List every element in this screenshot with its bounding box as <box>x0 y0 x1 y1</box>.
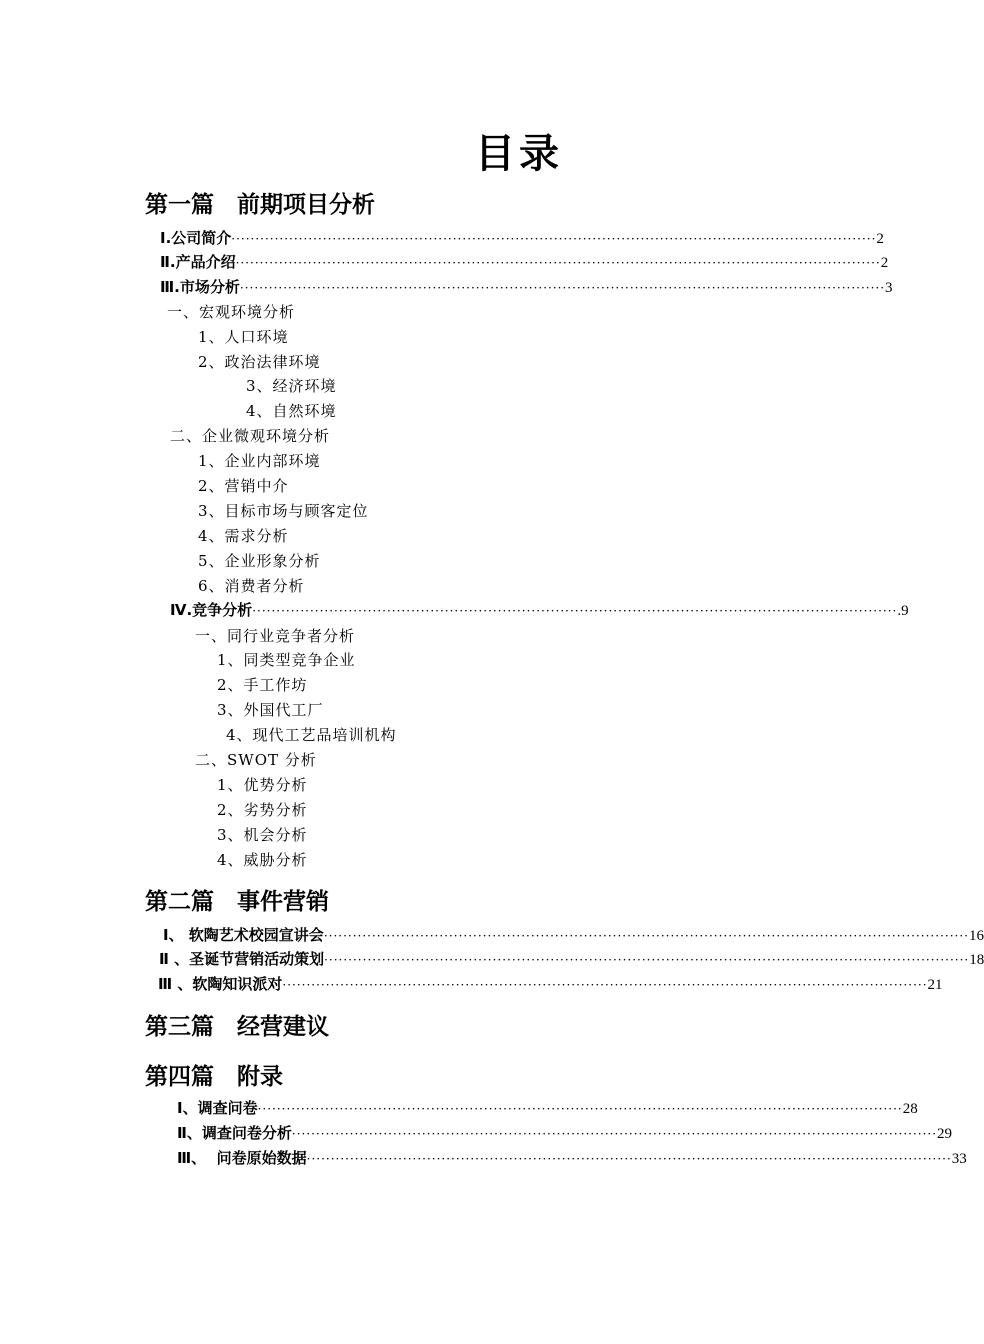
page-title: 目录 <box>475 131 563 177</box>
toc-item[interactable]: 3、外国代工厂 <box>217 701 324 719</box>
leader-dots: ······································································································································ <box>323 929 969 943</box>
toc-entry[interactable] <box>159 948 984 970</box>
toc-item[interactable]: 1、企业内部环境 <box>198 452 321 470</box>
toc-entry[interactable] <box>160 227 884 249</box>
toc-item[interactable]: 4、威胁分析 <box>217 851 308 869</box>
toc-entry[interactable] <box>160 251 889 273</box>
toc-entry-label: Ⅳ.竞争分析 <box>170 601 253 619</box>
toc-item[interactable]: 4、自然环境 <box>246 402 337 420</box>
toc-item[interactable]: 2、政治法律环境 <box>198 353 321 371</box>
toc-page-number: 21 <box>927 977 943 993</box>
toc-item[interactable]: 2、手工作坊 <box>217 676 308 694</box>
toc-item[interactable]: 4、现代工艺品培训机构 <box>226 726 397 744</box>
toc-item[interactable]: 5、企业形象分析 <box>198 552 321 570</box>
leader-dots: ······································································································································ <box>257 1102 903 1116</box>
toc-item[interactable]: 2、营销中介 <box>198 477 289 495</box>
leader-dots: ······································································································································ <box>306 1152 952 1166</box>
toc-entry-label: Ⅰ.公司简介 <box>160 229 232 247</box>
part-heading-4: 第四篇 附录 <box>145 1064 283 1090</box>
toc-page-number: 3 <box>885 280 893 296</box>
leader-dots: ······································································································································ <box>231 232 877 246</box>
toc-page-number: 33 <box>951 1151 967 1167</box>
toc-subsection[interactable]: 一、同行业竞争者分析 <box>195 627 356 645</box>
toc-entry[interactable] <box>163 924 984 946</box>
toc-entry-label: Ⅰ、调查问卷 <box>177 1099 258 1117</box>
toc-page-number: 29 <box>937 1126 953 1142</box>
toc-item[interactable]: 4、需求分析 <box>198 527 289 545</box>
part-heading-1: 第一篇 前期项目分析 <box>145 192 375 218</box>
toc-entry[interactable] <box>170 599 909 621</box>
toc-subsection[interactable]: 一、宏观环境分析 <box>167 303 296 321</box>
toc-item[interactable]: 3、经济环境 <box>246 377 337 395</box>
toc-entry-label: Ⅱ.产品介绍 <box>160 253 236 271</box>
toc-entry[interactable] <box>177 1097 918 1119</box>
toc-item[interactable]: 1、同类型竞争企业 <box>217 651 356 669</box>
toc-entry[interactable] <box>177 1147 967 1169</box>
toc-item[interactable]: 1、人口环境 <box>198 328 289 346</box>
leader-dots: ······································································································································ <box>235 256 881 270</box>
toc-item[interactable]: 1、优势分析 <box>217 776 308 794</box>
toc-page-number: 18 <box>969 952 984 968</box>
toc-subsection[interactable]: 二、SWOT 分析 <box>195 751 317 769</box>
toc-entry-label: Ⅰ、 软陶艺术校园宣讲会 <box>163 926 324 944</box>
leader-dots: ······································································································································ <box>282 978 928 992</box>
toc-entry-label: Ⅲ.市场分析 <box>160 278 240 296</box>
toc-subsection[interactable]: 二、企业微观环境分析 <box>170 427 331 445</box>
toc-page-number: 2 <box>880 255 889 271</box>
toc-item[interactable]: 3、目标市场与顾客定位 <box>198 502 369 520</box>
leader-dots: ······································································································································ <box>252 604 898 618</box>
toc-page-number: 16 <box>968 928 984 944</box>
leader-dots: ······································································································································ <box>291 1127 938 1141</box>
toc-entry-label: Ⅲ、 问卷原始数据 <box>177 1149 307 1167</box>
leader-dots: ······································································································································ <box>324 953 970 967</box>
toc-item[interactable]: 3、机会分析 <box>217 826 308 844</box>
toc-page-number: 28 <box>902 1101 918 1117</box>
toc-entry-label: Ⅱ 、圣诞节营销活动策划 <box>159 950 325 968</box>
toc-page-number: .9 <box>897 603 909 619</box>
toc-entry[interactable] <box>177 1122 953 1144</box>
toc-entry-label: Ⅲ 、软陶知识派对 <box>158 975 283 993</box>
toc-entry[interactable] <box>160 276 893 298</box>
toc-page-number: 2 <box>876 231 884 247</box>
toc-entry-label: Ⅱ、调查问卷分析 <box>177 1124 292 1142</box>
toc-item[interactable]: 6、消费者分析 <box>198 577 305 595</box>
leader-dots: ······································································································································ <box>239 281 886 295</box>
part-heading-3: 第三篇 经营建议 <box>145 1014 329 1040</box>
toc-item[interactable]: 2、劣势分析 <box>217 801 308 819</box>
toc-entry[interactable] <box>158 973 943 995</box>
part-heading-2: 第二篇 事件营销 <box>145 889 329 915</box>
